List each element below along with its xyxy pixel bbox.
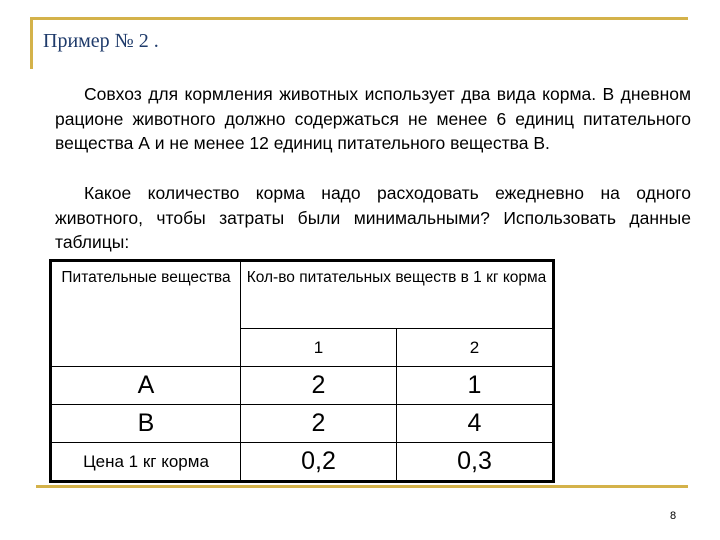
cell-price-2: 0,3 bbox=[397, 443, 554, 482]
row-label-price: Цена 1 кг корма bbox=[51, 443, 241, 482]
frame-left-line bbox=[30, 17, 33, 69]
cell-b-1: 2 bbox=[241, 405, 397, 443]
column-number-2: 2 bbox=[397, 329, 554, 367]
page-number: 8 bbox=[670, 510, 677, 522]
problem-paragraph-2: Какое количество корма надо расходовать ежедневно на одного животного, чтобы затраты были минимальными? Использовать данные таблицы: bbox=[55, 183, 691, 252]
row-label-b: В bbox=[51, 405, 241, 443]
cell-a-2: 1 bbox=[397, 367, 554, 405]
cell-a-1: 2 bbox=[241, 367, 397, 405]
cell-price-1: 0,2 bbox=[241, 443, 397, 482]
cell-b-2: 4 bbox=[397, 405, 554, 443]
frame-bottom-line bbox=[36, 485, 688, 488]
nutrient-table bbox=[49, 259, 555, 483]
slide-title: Пример № 2 . bbox=[43, 30, 159, 52]
frame-top-line bbox=[30, 17, 688, 20]
row-label-a: А bbox=[51, 367, 241, 405]
header-nutrients: Питательные вещества bbox=[51, 261, 241, 367]
problem-paragraph-1: Совхоз для кормления животных использует два вида корма. В дневном рационе животного должно содержаться не менее 6 единиц питательного вещества А и не менее 12 единиц питательного вещества В. bbox=[55, 84, 691, 153]
column-number-1: 1 bbox=[241, 329, 397, 367]
header-quantity: Кол-во питательных веществ в 1 кг корма bbox=[241, 261, 554, 329]
